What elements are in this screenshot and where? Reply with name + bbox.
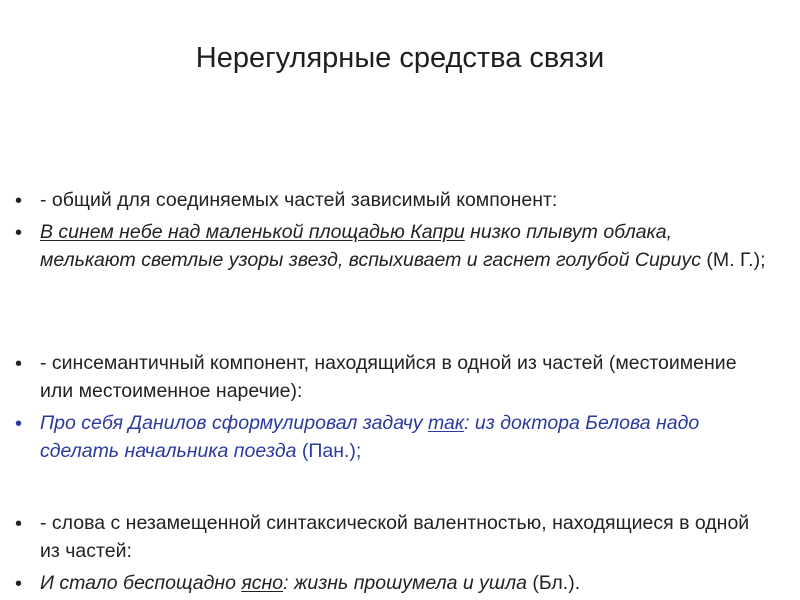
bullet-icon: •	[15, 190, 23, 212]
example-fragment: : жизнь прошумела и ушла	[283, 572, 527, 594]
example-fragment: Про себя Данилов сформулировал задачу	[40, 412, 429, 434]
example-underlined-fragment: ясно	[241, 572, 284, 594]
example-fragment: низко плывут облака, мелькают светлые узоры звезд, вспыхивает и гаснет голубой Сириус	[40, 221, 701, 271]
example-source: (М. Г.);	[701, 248, 766, 271]
bullet-icon: •	[15, 413, 23, 435]
example-fragment: И стало беспощадно	[40, 572, 242, 594]
item-text: - синсемантичный компонент, находящийся в одной из частей (местоимение или местоименное наречие):	[40, 352, 737, 402]
example-sentence	[40, 219, 770, 274]
example-source: (Бл.).	[526, 572, 581, 594]
bullet-icon: •	[15, 513, 23, 535]
bullet-icon: •	[15, 353, 23, 375]
item-text: - общий для соединяемых частей зависимый компонент:	[40, 189, 558, 211]
bullet-icon: •	[15, 573, 23, 595]
example-underlined-fragment: так	[428, 412, 465, 434]
example-sentence	[40, 570, 770, 598]
example-underlined-fragment: В синем небе над маленькой площадью Капри	[40, 221, 465, 243]
item-text: - слова с незамещенной синтаксической валентностью, находящиеся в одной из частей:	[40, 512, 750, 562]
bullet-icon: •	[15, 222, 23, 244]
slide-title: Нерегулярные средства связи	[195, 42, 605, 74]
example-sentence	[40, 410, 770, 465]
example-source: (Пан.);	[296, 439, 362, 462]
example-fragment: : из доктора Белова надо сделать начальника поезда	[40, 412, 700, 462]
